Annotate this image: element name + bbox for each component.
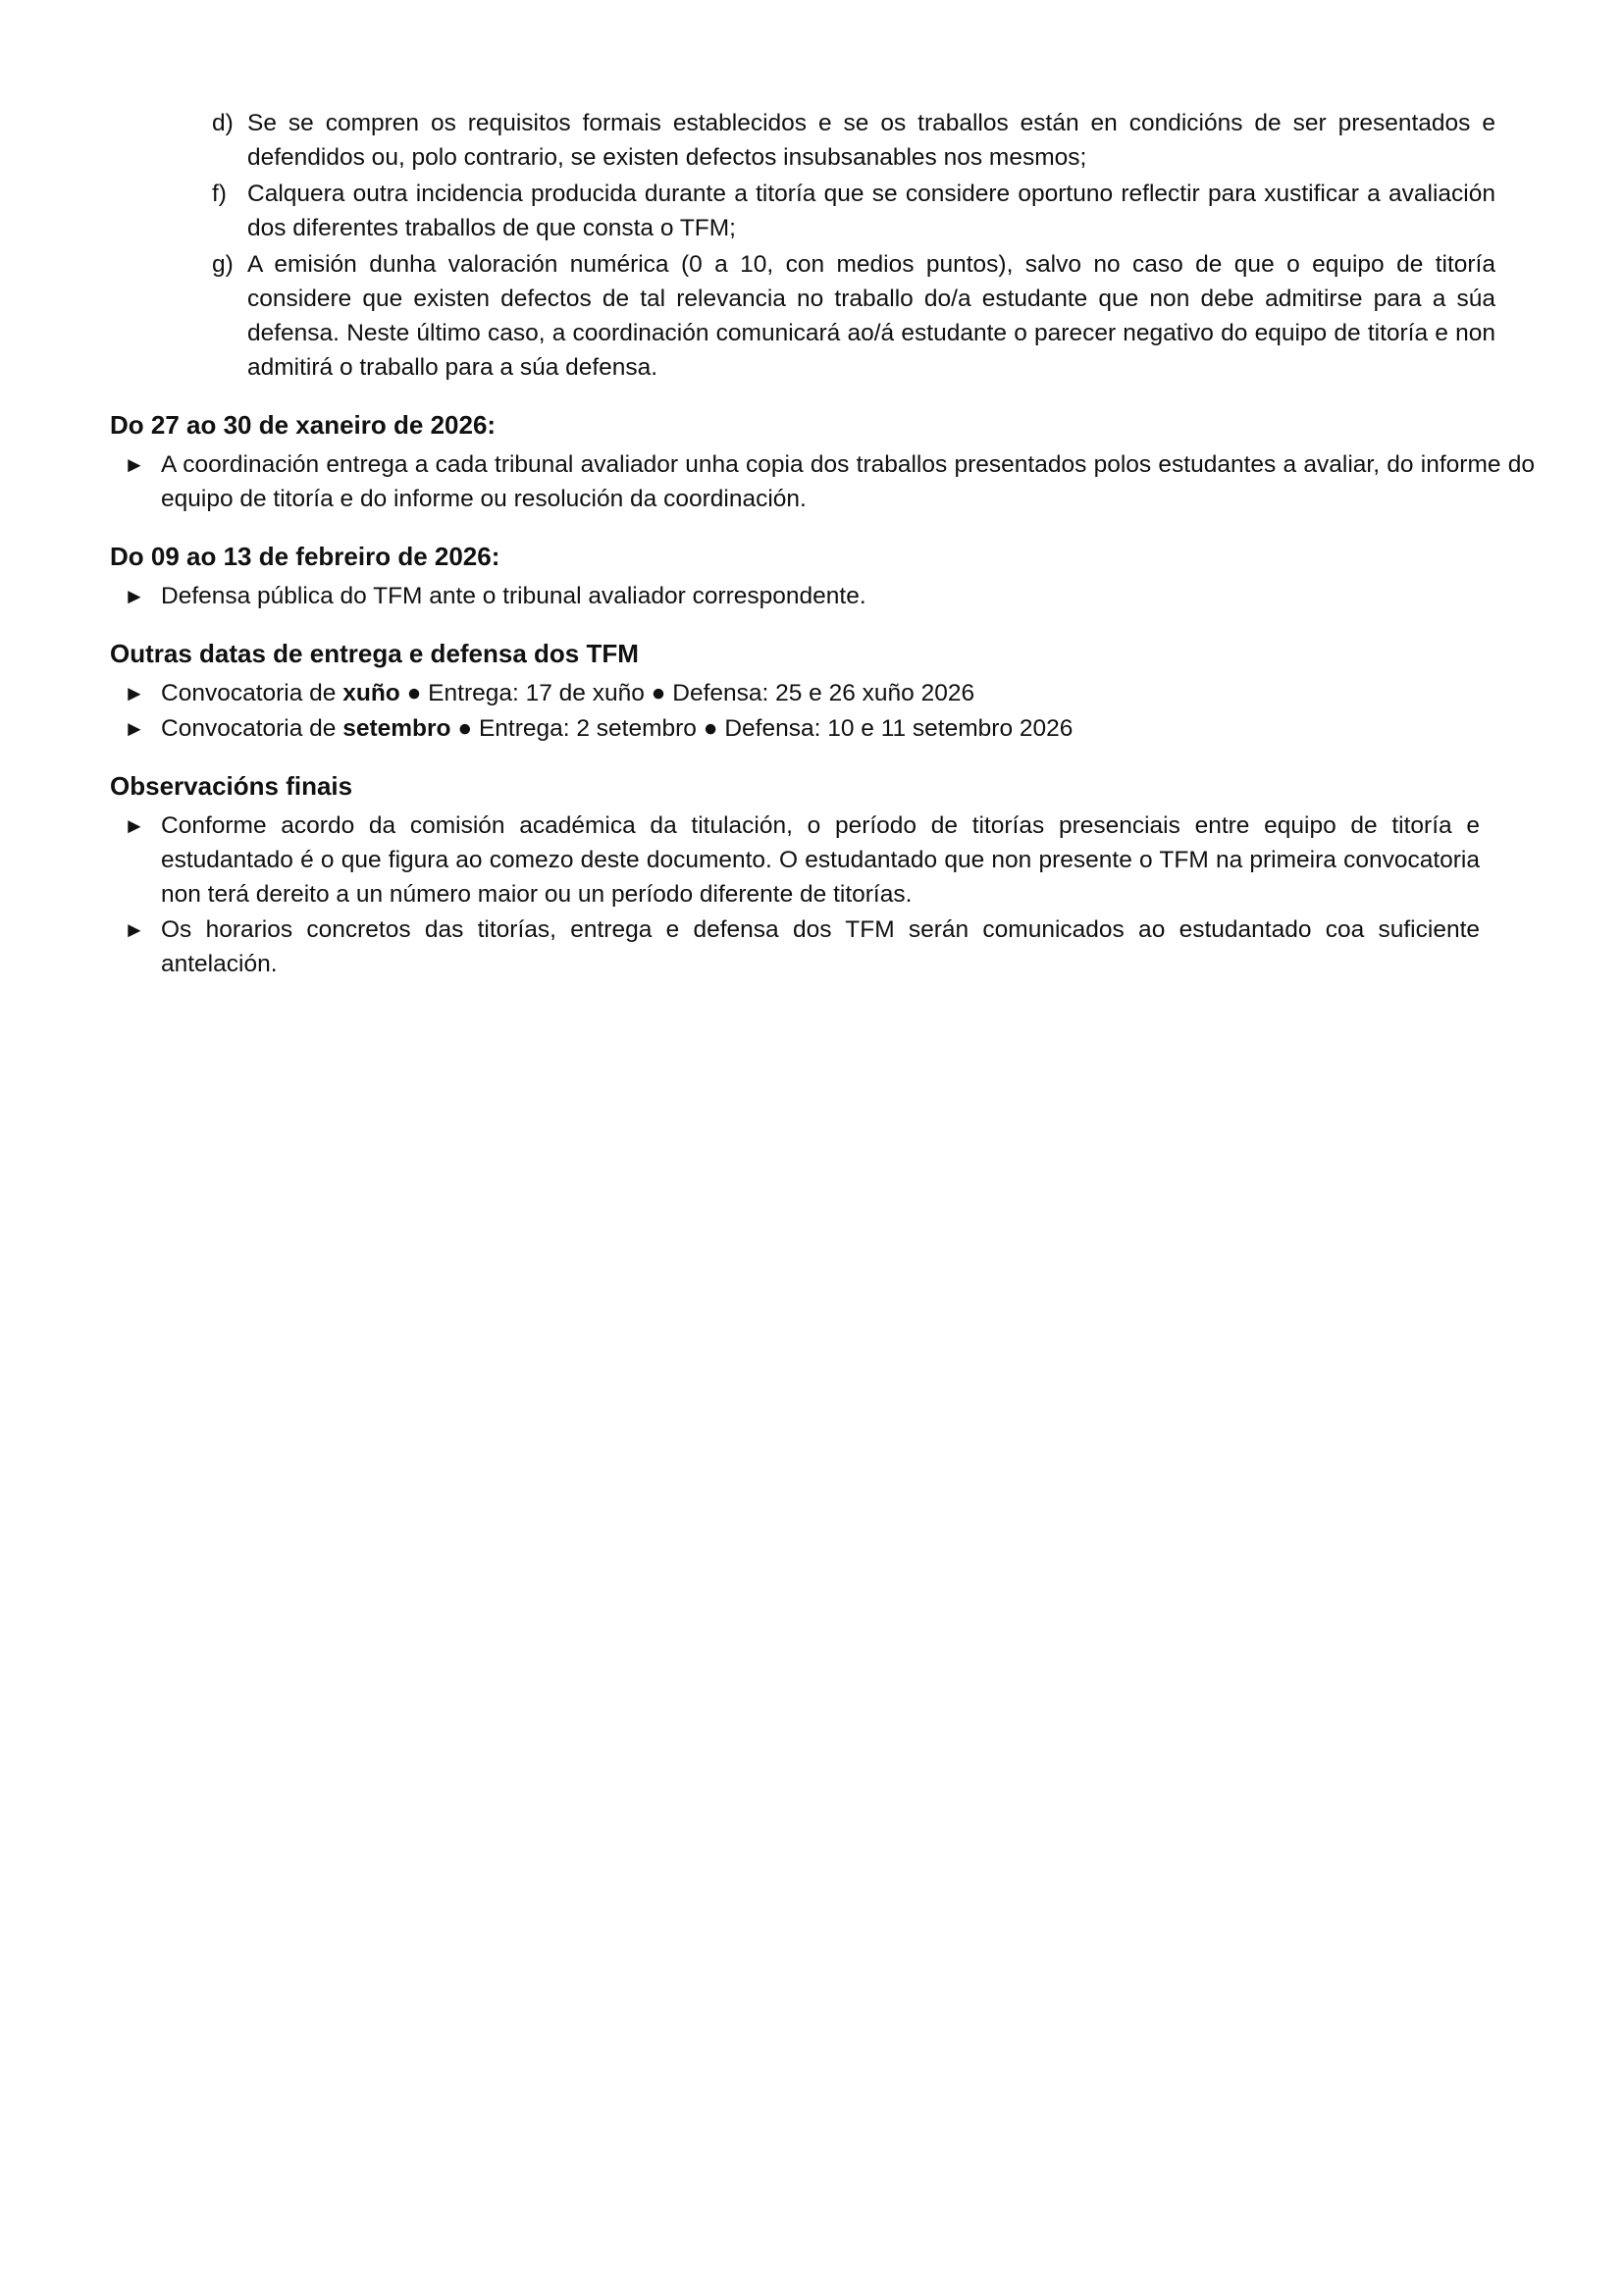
bullet-list	[110, 676, 1542, 746]
convocatoria-month: setembro	[342, 715, 451, 742]
section-heading: Do 09 ao 13 de febreiro de 2026:	[110, 542, 500, 571]
list-item-text: A coordinación entrega a cada tribunal avaliador unha copia dos traballos presentados polos estudantes a avaliar, do informe do equipo de titoría e do informe ou resolución da coordinación.	[161, 451, 1535, 512]
list-item-d	[212, 106, 1495, 175]
list-marker: f)	[212, 181, 227, 207]
list-item-text: Os horarios concretos das titorías, entrega e defensa dos TFM serán comunicados ao estudantado coa suficiente antelación.	[161, 916, 1480, 977]
bullet-arrow-icon: ►	[124, 716, 145, 741]
section-observacions	[110, 767, 1542, 981]
list-item-g	[212, 247, 1495, 385]
bullet-arrow-icon: ►	[124, 917, 145, 942]
list-item-xuno	[110, 676, 1535, 710]
convocatoria-prefix: Convocatoria de	[161, 715, 343, 742]
section-heading: Outras datas de entrega e defensa dos TFM	[110, 639, 639, 668]
list-item-f	[212, 177, 1495, 245]
list-item-setembro	[110, 711, 1535, 746]
bullet-arrow-icon: ►	[124, 813, 145, 838]
lettered-list	[212, 106, 1542, 385]
list-item-text: Defensa pública do TFM ante o tribunal avaliador correspondente.	[161, 583, 866, 609]
list-item-text: Conforme acordo da comisión académica da titulación, o período de titorías presenciais entre equipo de titoría e estudantado é o que figura ao comezo deste documento. O estudantado que non presente o TFM na primeira convocatoria non terá dereito a un número maior ou un período diferente de titorías.	[161, 812, 1480, 908]
bullet-arrow-icon: ►	[124, 584, 145, 608]
convocatoria-dates: ● Entrega: 2 setembro ● Defensa: 10 e 11 setembro 2026	[450, 715, 1074, 742]
list-item-text: Calquera outra incidencia producida durante a titoría que se considere oportuno reflectir para xustificar a avaliación dos diferentes traballos de que consta o TFM;	[247, 181, 1495, 241]
section-heading: Do 27 ao 30 de xaneiro de 2026:	[110, 410, 497, 440]
list-item	[110, 447, 1535, 516]
list-marker: d)	[212, 110, 234, 136]
convocatoria-month: xuño	[342, 680, 400, 706]
list-marker: g)	[212, 251, 234, 278]
section-xaneiro	[110, 406, 1542, 516]
list-item	[110, 913, 1480, 981]
bullet-arrow-icon: ►	[124, 681, 145, 705]
convocatoria-dates: ● Entrega: 17 de xuño ● Defensa: 25 e 26 xuño 2026	[399, 680, 975, 706]
list-item	[110, 579, 1535, 613]
section-heading: Observacións finais	[110, 771, 353, 801]
list-item-text: Se se compren os requisitos formais establecidos e se os traballos están en condicións de ser presentados e defendidos ou, polo contrario, se existen defectos insubsanables nos mesmos;	[247, 110, 1495, 171]
section-febreiro	[110, 538, 1542, 613]
list-item	[110, 808, 1480, 912]
bullet-arrow-icon: ►	[124, 452, 145, 477]
bullet-list	[110, 579, 1542, 613]
section-outras-datas	[110, 635, 1542, 746]
list-item-text: A emisión dunha valoración numérica (0 a 10, con medios puntos), salvo no caso de que o equipo de titoría considere que existen defectos de tal relevancia no traballo do/a estudante que non debe admitirse para a súa defensa. Neste último caso, a coordinación comunicará ao/á estudante o parecer negativo do equipo de titoría e non admitirá o traballo para a súa defensa.	[247, 251, 1495, 381]
bullet-list	[110, 808, 1542, 981]
bullet-list	[110, 447, 1542, 516]
convocatoria-prefix: Convocatoria de	[161, 680, 343, 706]
